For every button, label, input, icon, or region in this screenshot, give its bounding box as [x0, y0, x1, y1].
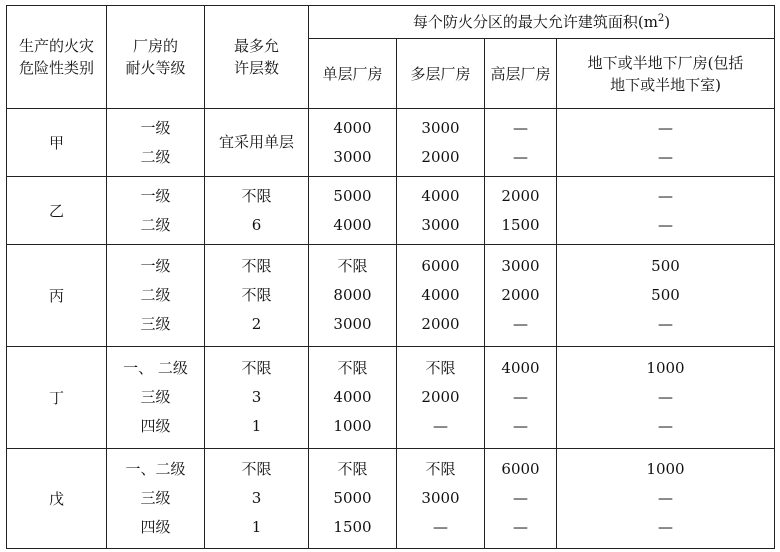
cell-rating — [107, 177, 205, 245]
cell-high-line: — — [513, 118, 528, 137]
cell-high-line: 6000 — [501, 460, 540, 478]
cell-floors-line: 3 — [251, 489, 262, 507]
cell-floors — [205, 449, 309, 549]
cell-single — [309, 449, 397, 549]
header-max-floors-line2: 许层数 — [233, 59, 279, 77]
cell-under-line: — — [658, 489, 673, 507]
cell-floors — [205, 347, 309, 449]
cell-rating — [107, 449, 205, 549]
cell-rating-line: 二级 — [140, 147, 171, 166]
cell-under-line: — — [658, 388, 673, 406]
cell-category: 丙 — [7, 245, 107, 347]
cell-multi-line: 2000 — [421, 147, 460, 166]
cell-high — [485, 177, 557, 245]
cell-floors-line: 3 — [251, 388, 262, 406]
header-area-unit-sup: 2 — [657, 13, 665, 24]
header-underground — [557, 39, 775, 109]
cell-single — [309, 109, 397, 177]
cell-rating — [107, 347, 205, 449]
header-category-line2: 危险性类别 — [18, 59, 94, 77]
header-fire-rating-line2: 耐火等级 — [125, 59, 186, 77]
cell-floors-line: 1 — [251, 417, 262, 435]
cell-single-line: 5000 — [333, 489, 372, 507]
table-row — [7, 245, 775, 347]
cell-high — [485, 347, 557, 449]
cell-floors — [205, 245, 309, 347]
cell-rating — [107, 109, 205, 177]
cell-under-line: — — [658, 147, 673, 166]
cell-multi-line: 不限 — [425, 460, 456, 478]
cell-category: 戊 — [7, 449, 107, 549]
cell-under — [557, 347, 775, 449]
cell-high — [485, 109, 557, 177]
cell-category: 丁 — [7, 347, 107, 449]
cell-under-line: 500 — [651, 257, 680, 275]
cell-under-line: — — [658, 518, 673, 536]
cell-rating-line: 三级 — [140, 489, 171, 507]
cell-single — [309, 177, 397, 245]
cell-rating-line: 二级 — [140, 215, 171, 234]
cell-under — [557, 245, 775, 347]
header-max-floors — [205, 6, 309, 109]
cell-under — [557, 177, 775, 245]
cell-category: 乙 — [7, 177, 107, 245]
cell-floors-line: 6 — [251, 215, 262, 234]
cell-multi-line: 不限 — [425, 359, 456, 377]
cell-single-line: 4000 — [333, 118, 372, 137]
header-area-group-label: 每个防火分区的最大允许建筑面积(m — [412, 13, 658, 31]
header-high: 高层厂房 — [485, 39, 557, 109]
cell-rating-line: 三级 — [140, 388, 171, 406]
cell-high-line: — — [513, 489, 528, 507]
header-fire-rating-line1: 厂房的 — [132, 37, 178, 55]
cell-multi-line: — — [433, 518, 448, 536]
cell-multi-line: 2000 — [421, 315, 460, 333]
cell-single-line: 5000 — [333, 186, 372, 205]
header-category — [7, 6, 107, 109]
cell-single-line: 不限 — [337, 460, 368, 478]
header-underground-line2: 地下或半地下室) — [610, 75, 721, 94]
cell-floors — [205, 109, 309, 177]
cell-rating-line: 三级 — [140, 315, 171, 333]
cell-single-line: 1000 — [333, 417, 372, 435]
cell-rating — [107, 245, 205, 347]
cell-multi-line: 6000 — [421, 257, 460, 275]
cell-rating-line: 一、二级 — [125, 460, 186, 478]
cell-floors-line: 1 — [251, 518, 262, 536]
cell-high-line: — — [513, 147, 528, 166]
cell-under-line: — — [658, 118, 673, 137]
cell-floors-line: 不限 — [241, 257, 272, 275]
cell-multi-line: 3000 — [421, 489, 460, 507]
header-multi: 多层厂房 — [397, 39, 485, 109]
cell-multi — [397, 449, 485, 549]
cell-floors-line: 不限 — [241, 460, 272, 478]
cell-high-line: — — [513, 417, 528, 435]
cell-single-line: 4000 — [333, 388, 372, 406]
cell-rating-line: 四级 — [140, 518, 171, 536]
cell-multi-line: 2000 — [421, 388, 460, 406]
cell-high — [485, 449, 557, 549]
header-underground-line1: 地下或半地下厂房(包括 — [587, 53, 744, 72]
cell-single-line: 8000 — [333, 286, 372, 304]
cell-multi-line: 3000 — [421, 118, 460, 137]
cell-multi — [397, 245, 485, 347]
cell-floors-line: 不限 — [241, 186, 272, 205]
cell-rating-line: 一级 — [140, 257, 171, 275]
cell-under — [557, 449, 775, 549]
fire-compartment-table — [6, 5, 775, 549]
cell-rating-line: 二级 — [140, 286, 171, 304]
cell-multi-line: — — [433, 417, 448, 435]
cell-floors-line: 2 — [251, 315, 262, 333]
cell-category: 甲 — [7, 109, 107, 177]
cell-under-line: 1000 — [646, 460, 685, 478]
cell-under-line: — — [658, 186, 673, 205]
table-body — [7, 109, 775, 549]
cell-floors — [205, 177, 309, 245]
table-row — [7, 347, 775, 449]
cell-under-line: — — [658, 215, 673, 234]
cell-single-line: 不限 — [337, 257, 368, 275]
cell-multi — [397, 177, 485, 245]
header-area-group-close: ) — [664, 13, 671, 31]
cell-under-line: 500 — [651, 286, 680, 304]
cell-high-line: 4000 — [501, 359, 540, 377]
header-area-group — [309, 6, 775, 39]
cell-single-line: 不限 — [337, 359, 368, 377]
cell-high — [485, 245, 557, 347]
cell-floors-line: 不限 — [241, 286, 272, 304]
cell-under-line: 1000 — [646, 359, 685, 377]
cell-rating-line: 一、 二级 — [123, 359, 188, 377]
cell-floors-line: 宜采用单层 — [218, 133, 294, 151]
header-category-line1: 生产的火灾 — [18, 37, 94, 55]
cell-high-line: — — [513, 388, 528, 406]
cell-multi — [397, 347, 485, 449]
header-single: 单层厂房 — [309, 39, 397, 109]
cell-high-line: 3000 — [501, 257, 540, 275]
cell-high-line: 1500 — [501, 215, 540, 234]
cell-multi-line: 4000 — [421, 186, 460, 205]
cell-high-line: 2000 — [501, 286, 540, 304]
cell-rating-line: 四级 — [140, 417, 171, 435]
cell-under-line: — — [658, 315, 673, 333]
cell-rating-line: 一级 — [140, 186, 171, 205]
cell-under — [557, 109, 775, 177]
header-max-floors-line1: 最多允 — [233, 37, 279, 55]
cell-rating-line: 一级 — [140, 118, 171, 137]
header-fire-rating — [107, 6, 205, 109]
table-row — [7, 177, 775, 245]
cell-single-line: 3000 — [333, 147, 372, 166]
table-row — [7, 449, 775, 549]
cell-multi-line: 4000 — [421, 286, 460, 304]
cell-multi — [397, 109, 485, 177]
cell-multi-line: 3000 — [421, 215, 460, 234]
cell-high-line: — — [513, 315, 528, 333]
cell-under-line: — — [658, 417, 673, 435]
cell-single-line: 4000 — [333, 215, 372, 234]
cell-single-line: 1500 — [333, 518, 372, 536]
cell-single-line: 3000 — [333, 315, 372, 333]
cell-single — [309, 347, 397, 449]
cell-floors-line: 不限 — [241, 359, 272, 377]
table-row — [7, 109, 775, 177]
cell-single — [309, 245, 397, 347]
cell-high-line: — — [513, 518, 528, 536]
cell-high-line: 2000 — [501, 186, 540, 205]
